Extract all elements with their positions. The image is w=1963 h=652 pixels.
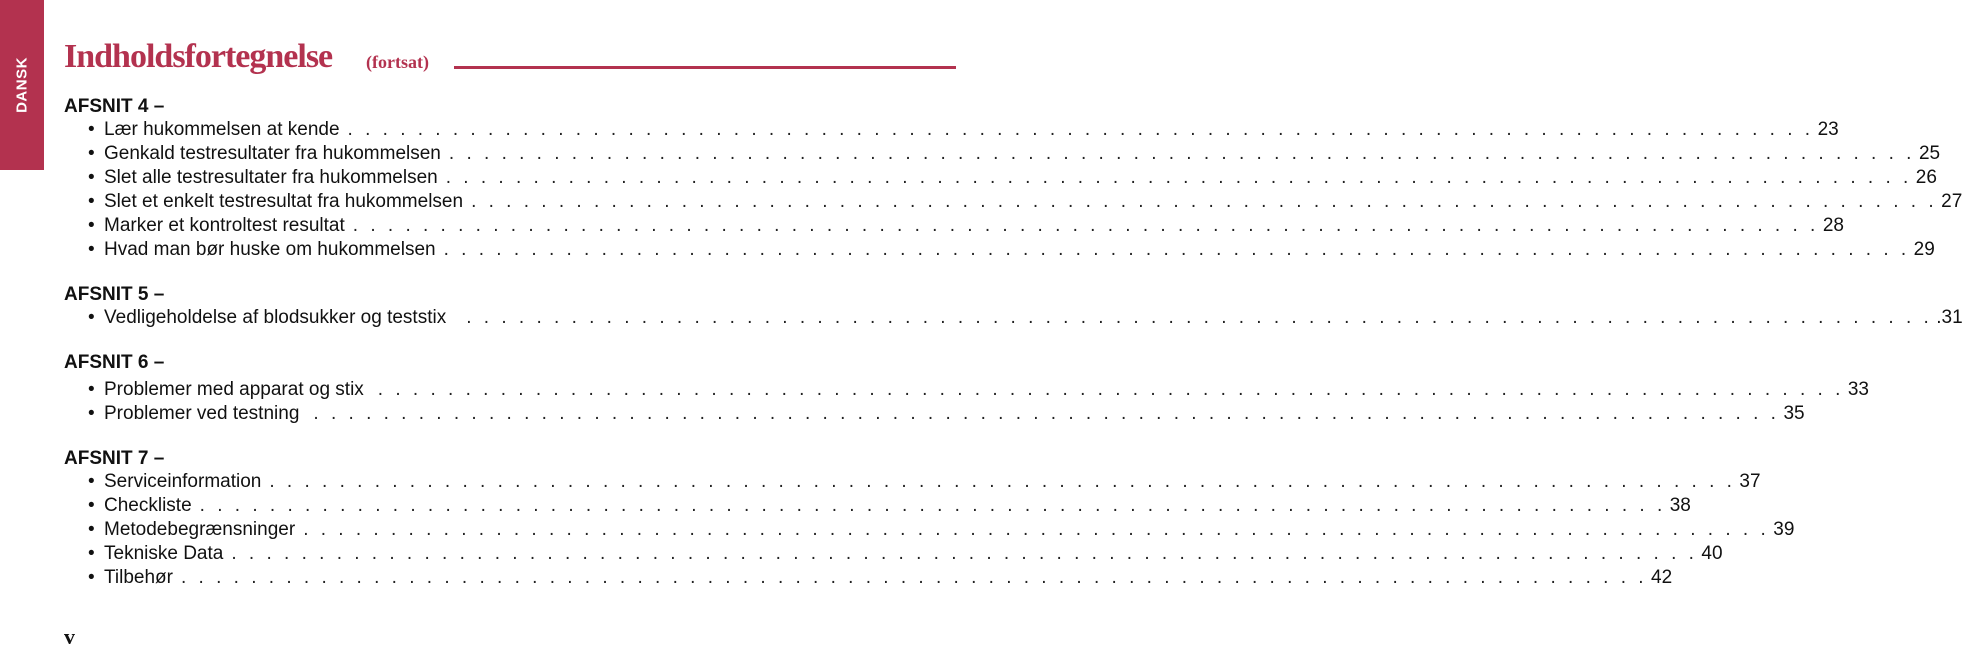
title-rule bbox=[454, 66, 956, 69]
bullet: • bbox=[88, 519, 95, 540]
section-heading-4: AFSNIT 4 – bbox=[64, 96, 165, 117]
page-title bbox=[64, 38, 956, 82]
entry-label: Slet alle testresultater fra hukommelsen bbox=[104, 167, 438, 188]
page-number: 23 bbox=[1817, 119, 1839, 140]
entry-label: Checkliste bbox=[104, 495, 192, 516]
leader-dots: . . . . . . . . . . . . . . . . . . . . . . . . . . . . . . . . . . . . . . . . . . . . . . . . . . . . . . . . . . . . . . . . . . . . . . . . . . . . . . . . . . . . bbox=[448, 143, 1915, 164]
toc-entry[interactable] bbox=[88, 402, 1805, 426]
page-number: 40 bbox=[1701, 543, 1723, 564]
leader-dots: . . . . . . . . . . . . . . . . . . . . . . . . . . . . . . . . . . . . . . . . . . . . . . . . . . . . . . . . . . . . . . . . . . . . . . . . . . . . . . . . . . . . bbox=[199, 495, 1666, 516]
entry-label: Problemer ved testning bbox=[104, 403, 300, 424]
page-number: 27 bbox=[1941, 191, 1963, 212]
entry-label: Serviceinformation bbox=[104, 471, 262, 492]
page-number: 38 bbox=[1669, 495, 1691, 516]
toc-entry[interactable] bbox=[88, 378, 1869, 402]
leader-dots: . . . . . . . . . . . . . . . . . . . . . . . . . . . . . . . . . . . . . . . . . . . . . . . . . . . . . . . . . . . . . . . . . . . . . . . . . . . . . . . . . . . . bbox=[313, 403, 1780, 424]
page-number: 26 bbox=[1915, 167, 1937, 188]
language-tab bbox=[0, 0, 44, 170]
toc-entry[interactable] bbox=[88, 142, 1941, 166]
toc-entry[interactable] bbox=[88, 238, 1935, 262]
entry-label: Tilbehør bbox=[104, 567, 173, 588]
section-heading-5: AFSNIT 5 – bbox=[64, 284, 165, 305]
toc-entry[interactable] bbox=[88, 470, 1761, 494]
entry-label: Vedligeholdelse af blodsukker og teststix bbox=[104, 307, 447, 328]
entry-label: Tekniske Data bbox=[104, 543, 224, 564]
page-title-sub: (fortsat) bbox=[366, 52, 429, 72]
bullet: • bbox=[88, 403, 95, 424]
entry-label: Metodebegrænsninger bbox=[104, 519, 296, 540]
bullet: • bbox=[88, 215, 95, 236]
page-number: 35 bbox=[1783, 403, 1805, 424]
toc-entry[interactable] bbox=[88, 190, 1963, 214]
page-number: .31 bbox=[1936, 307, 1963, 328]
page-number: 28 bbox=[1822, 215, 1844, 236]
entry-label: Lær hukommelsen at kende bbox=[104, 119, 340, 140]
toc-entry[interactable] bbox=[88, 494, 1691, 518]
entry-label: Hvad man bør huske om hukommelsen bbox=[104, 239, 436, 260]
entry-label: Marker et kontroltest resultat bbox=[104, 215, 345, 236]
bullet: • bbox=[88, 167, 95, 188]
page-number: 42 bbox=[1651, 567, 1673, 588]
page-number: 25 bbox=[1918, 143, 1941, 164]
toc-entry[interactable] bbox=[88, 542, 1723, 566]
leader-dots: . . . . . . . . . . . . . . . . . . . . . . . . . . . . . . . . . . . . . . . . . . . . . . . . . . . . . . . . . . . . . . . . . . . . . . . . . . . . . . . . . . . . bbox=[466, 307, 1933, 328]
page-number: 37 bbox=[1739, 471, 1761, 492]
leader-dots: . . . . . . . . . . . . . . . . . . . . . . . . . . . . . . . . . . . . . . . . . . . . . . . . . . . . . . . . . . . . . . . . . . . . . . . . . . . . . . . . . . . . bbox=[471, 191, 1938, 212]
bullet: • bbox=[88, 239, 95, 260]
bullet: • bbox=[88, 543, 95, 564]
bullet: • bbox=[88, 567, 95, 588]
leader-dots: . . . . . . . . . . . . . . . . . . . . . . . . . . . . . . . . . . . . . . . . . . . . . . . . . . . . . . . . . . . . . . . . . . . . . . . . . . . . . . . . . . . . bbox=[231, 543, 1698, 564]
toc-entry[interactable] bbox=[88, 118, 1839, 142]
entry-label: Slet et enkelt testresultat fra hukommelsen bbox=[104, 191, 464, 212]
page-number: 39 bbox=[1773, 519, 1795, 540]
page-footer-number: v bbox=[64, 624, 75, 649]
leader-dots: . . . . . . . . . . . . . . . . . . . . . . . . . . . . . . . . . . . . . . . . . . . . . . . . . . . . . . . . . . . . . . . . . . . . . . . . . . . . . . . . . . . . bbox=[269, 471, 1736, 492]
bullet: • bbox=[88, 495, 95, 516]
bullet: • bbox=[88, 471, 95, 492]
bullet: • bbox=[88, 143, 95, 164]
toc-entry[interactable] bbox=[88, 166, 1937, 190]
bullet: • bbox=[88, 191, 95, 212]
section-heading-6: AFSNIT 6 – bbox=[64, 352, 165, 373]
leader-dots: . . . . . . . . . . . . . . . . . . . . . . . . . . . . . . . . . . . . . . . . . . . . . . . . . . . . . . . . . . . . . . . . . . . . . . . . . . . . . . . . . . . . bbox=[445, 167, 1912, 188]
bullet: • bbox=[88, 119, 95, 140]
leader-dots: . . . . . . . . . . . . . . . . . . . . . . . . . . . . . . . . . . . . . . . . . . . . . . . . . . . . . . . . . . . . . . . . . . . . . . . . . . . . . . . . . . . . bbox=[443, 239, 1910, 260]
leader-dots: . . . . . . . . . . . . . . . . . . . . . . . . . . . . . . . . . . . . . . . . . . . . . . . . . . . . . . . . . . . . . . . . . . . . . . . . . . . . . . . . . . . . bbox=[303, 519, 1770, 540]
leader-dots: . . . . . . . . . . . . . . . . . . . . . . . . . . . . . . . . . . . . . . . . . . . . . . . . . . . . . . . . . . . . . . . . . . . . . . . . . . . . . . . . . . . . bbox=[352, 215, 1819, 236]
toc-entry[interactable] bbox=[88, 566, 1673, 590]
entry-label: Genkald testresultater fra hukommelsen bbox=[104, 143, 441, 164]
toc-entry[interactable] bbox=[88, 306, 1963, 330]
leader-dots: . . . . . . . . . . . . . . . . . . . . . . . . . . . . . . . . . . . . . . . . . . . . . . . . . . . . . . . . . . . . . . . . . . . . . . . . . . . . . . . . . . . . bbox=[377, 379, 1844, 400]
bullet: • bbox=[88, 379, 95, 400]
section-heading-7: AFSNIT 7 – bbox=[64, 448, 165, 469]
entry-label: Problemer med apparat og stix bbox=[104, 379, 364, 400]
toc-entry[interactable] bbox=[88, 518, 1795, 542]
bullet: • bbox=[88, 307, 95, 328]
page-number: 33 bbox=[1847, 379, 1869, 400]
leader-dots: . . . . . . . . . . . . . . . . . . . . . . . . . . . . . . . . . . . . . . . . . . . . . . . . . . . . . . . . . . . . . . . . . . . . . . . . . . . . . . . . . . . . bbox=[347, 119, 1814, 140]
page-number: 29 bbox=[1913, 239, 1935, 260]
toc-entry[interactable] bbox=[88, 214, 1844, 238]
language-tab-label: DANSK bbox=[13, 57, 31, 113]
page-title-main: Indholdsfortegnelse bbox=[64, 38, 333, 75]
leader-dots: . . . . . . . . . . . . . . . . . . . . . . . . . . . . . . . . . . . . . . . . . . . . . . . . . . . . . . . . . . . . . . . . . . . . . . . . . . . . . . . . . . . . bbox=[180, 567, 1648, 588]
